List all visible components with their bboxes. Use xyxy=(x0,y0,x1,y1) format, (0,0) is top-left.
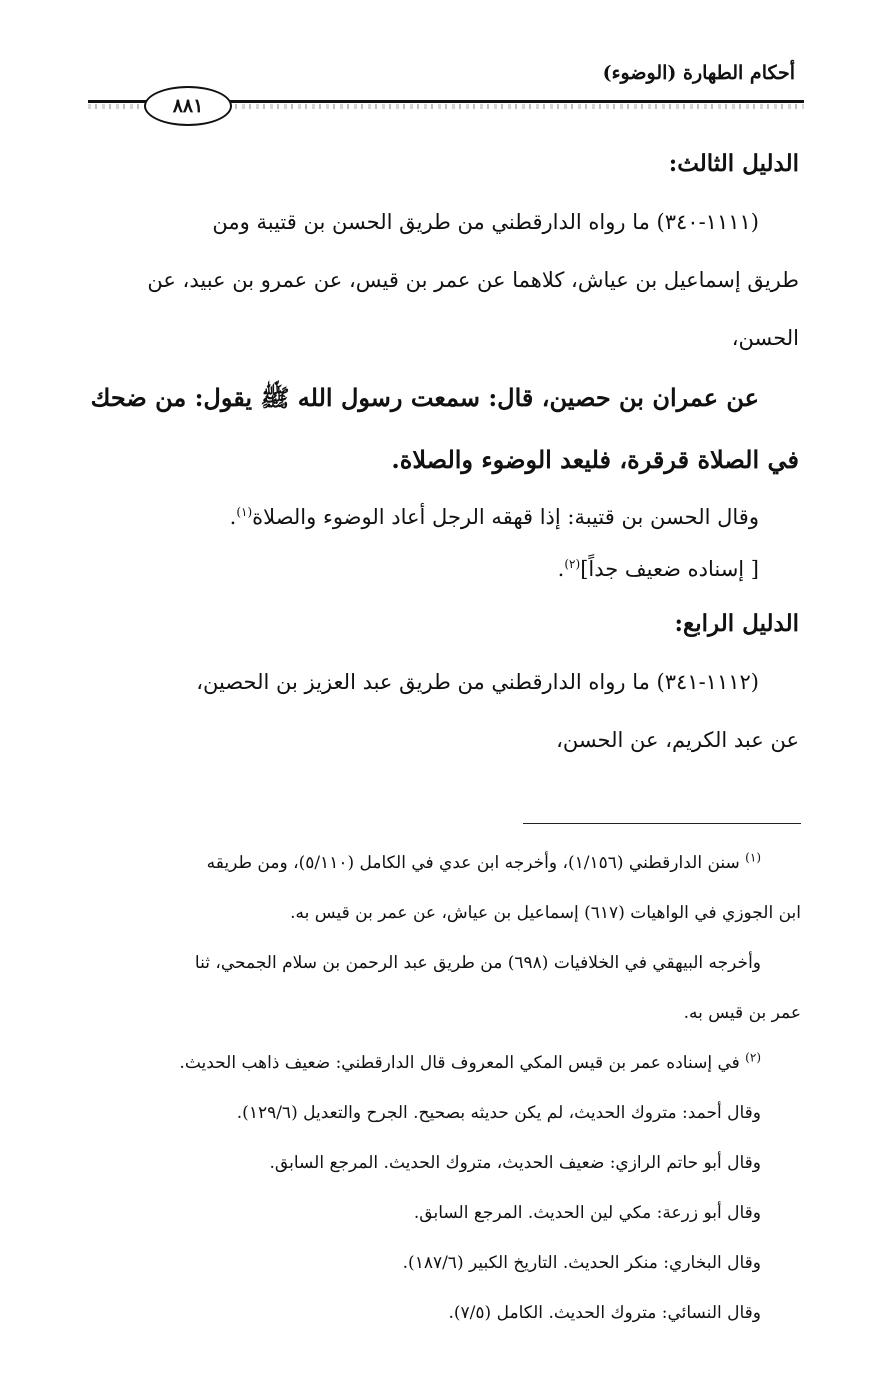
footnote-ref-2[interactable]: (٢) xyxy=(564,557,581,571)
narration-1-line-3: الحسن، xyxy=(731,326,799,350)
page-number: ٨٨١ xyxy=(172,95,204,117)
footnote-separator xyxy=(523,823,801,824)
footnote-1-line-4: عمر بن قيس به. xyxy=(683,1003,801,1023)
footnote-1-line-3: وأخرجه البيهقي في الخلافيات (٦٩٨) من طريق عبد الرحمن بن سلام الجمحي، ثنا xyxy=(194,953,761,973)
footnote-2-line-1 xyxy=(84,1038,801,1088)
footnote-ref-1[interactable]: (١) xyxy=(236,505,253,519)
heading-fourth-proof: الدليل الرابع: xyxy=(674,610,799,637)
footnote-2-line-2: وقال أحمد: متروك الحديث، لم يكن حديثه بصحيح. الجرح والتعديل (١٢٩/٦). xyxy=(236,1103,761,1123)
hadith-line-2: في الصلاة قرقرة، فليعد الوضوء والصلاة. xyxy=(391,445,799,474)
footnotes xyxy=(84,838,801,1338)
footnote-2-line-4: وقال أبو زرعة: مكي لين الحديث. المرجع السابق. xyxy=(413,1203,761,1223)
grading-end: . xyxy=(557,557,565,581)
footnote-2-line-3: وقال أبو حاتم الرازي: ضعيف الحديث، متروك الحديث. المرجع السابق. xyxy=(269,1153,761,1173)
narration-1-line-2: طريق إسماعيل بن عياش، كلاهما عن عمر بن قيس، عن عمرو بن عبيد، عن xyxy=(147,268,799,292)
heading-third-proof: الدليل الثالث: xyxy=(668,150,799,177)
main-text xyxy=(84,135,799,769)
grading-text: [ إسناده ضعيف جداً] xyxy=(580,557,759,581)
page-number-badge xyxy=(144,86,232,126)
footnote-1-line-2: ابن الجوزي في الواهيات (٦١٧) إسماعيل بن عياش، عن عمر بن قيس به. xyxy=(290,903,801,923)
narration-1-line-1: (١١١١-٣٤٠) ما رواه الدارقطني من طريق الحسن بن قتيبة ومن xyxy=(212,210,759,234)
footnote-2-text: في إسناده عمر بن قيس المكي المعروف قال الدارقطني: ضعيف ذاهب الحديث. xyxy=(179,1053,740,1073)
narration-2-line-1: (١١١٢-٣٤١) ما رواه الدارقطني من طريق عبد العزيز بن الحصين، xyxy=(196,670,759,694)
statement-end: . xyxy=(229,505,237,529)
footnote-1-line-1 xyxy=(84,838,801,888)
footnote-2-line-5: وقال البخاري: منكر الحديث. التاريخ الكبير (١٨٧/٦). xyxy=(402,1253,761,1273)
footnote-1-text: سنن الدارقطني (١/١٥٦)، وأخرجه ابن عدي في الكامل (٥/١١٠)، ومن طريقه xyxy=(206,853,740,873)
hadith-line-1: عن عمران بن حصين، قال: سمعت رسول الله ﷺ يقول: من ضحك xyxy=(90,383,759,412)
narration-2-line-2: عن عبد الكريم، عن الحسن، xyxy=(556,728,799,752)
running-title: أحكام الطهارة (الوضوء) xyxy=(602,62,795,84)
footnote-2-marker: (٢) xyxy=(745,1050,761,1065)
statement-line xyxy=(84,491,799,543)
grading-line xyxy=(84,543,799,595)
statement-text: وقال الحسن بن قتيبة: إذا قهقه الرجل أعاد الوضوء والصلاة xyxy=(252,505,759,529)
footnote-1-marker: (١) xyxy=(745,850,761,865)
footnote-2-line-6: وقال النسائي: متروك الحديث. الكامل (٧/٥). xyxy=(448,1303,761,1323)
